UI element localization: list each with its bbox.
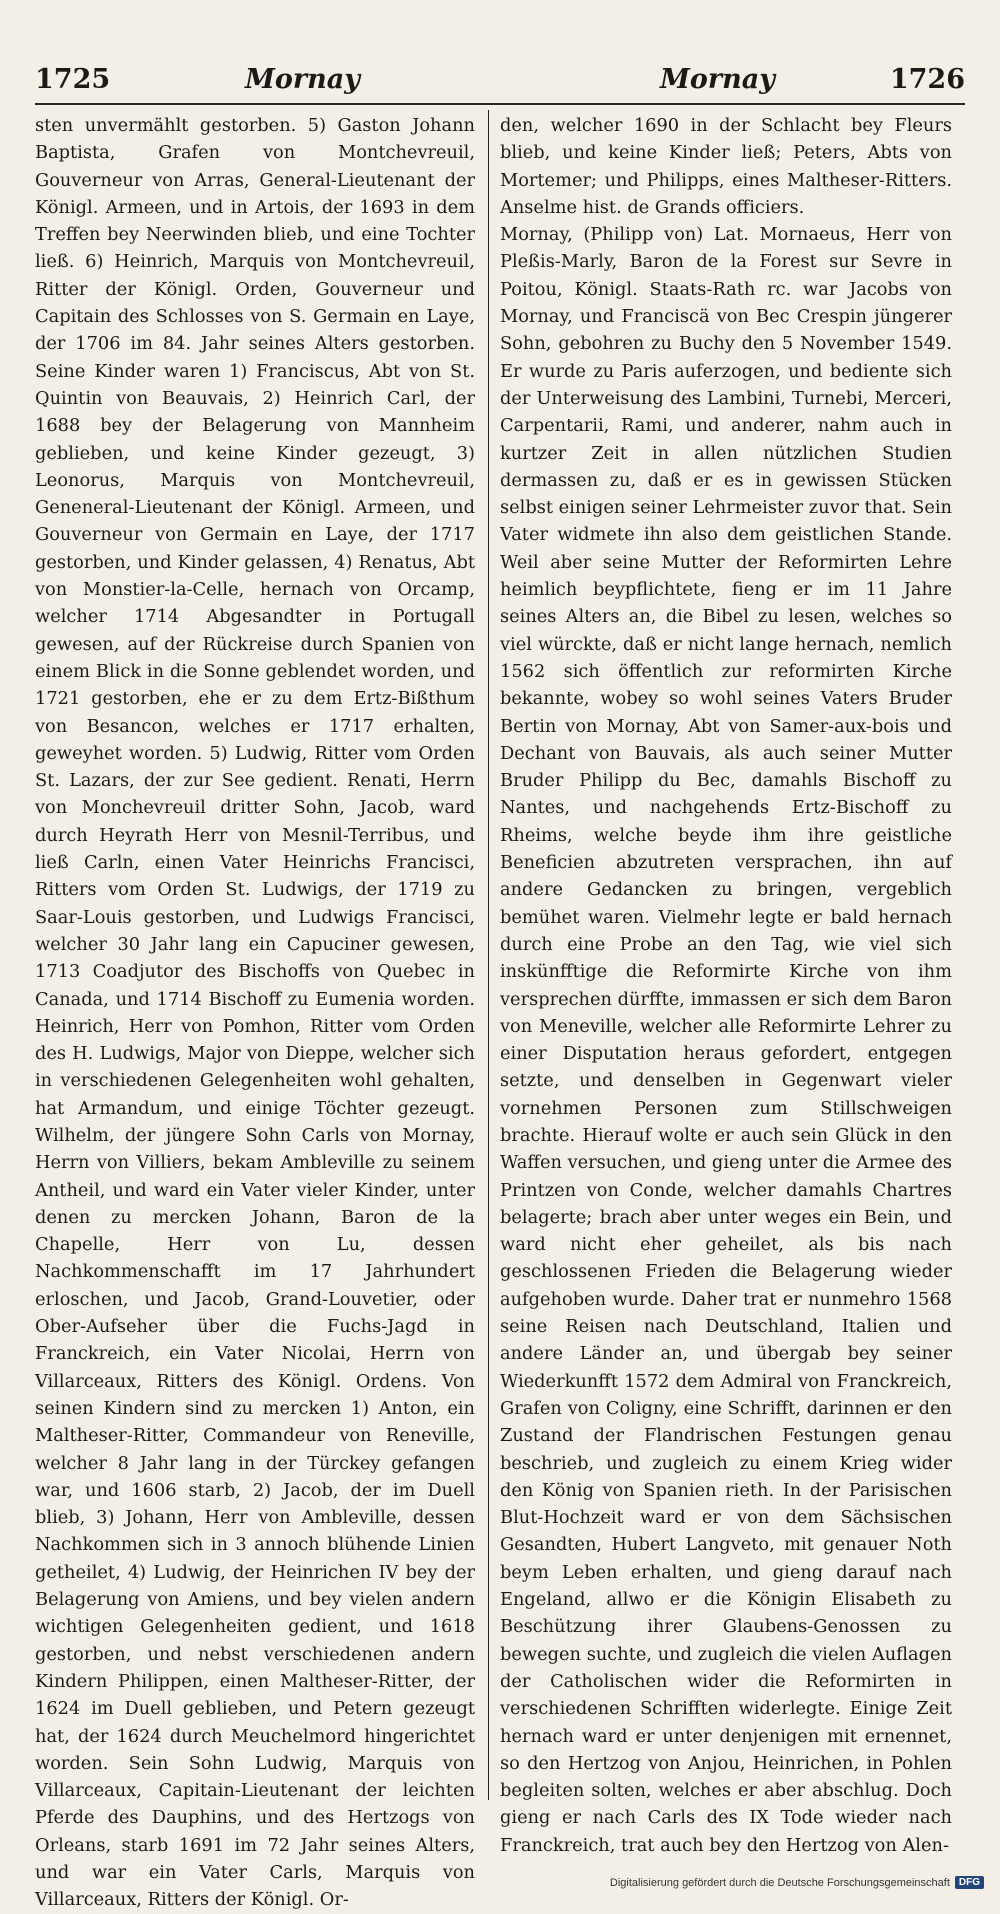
right-column-continuation: den, welcher 1690 in der Schlacht bey Fleurs blieb, und keine Kinder ließ; Peters, Abts von Mortemer; und Philipps, eines Maltheser-Ritters. Anselme hist. de Grands officiers.: [500, 115, 952, 218]
left-column: [35, 112, 475, 1911]
right-column: [500, 112, 952, 1856]
column-divider: [488, 110, 489, 1800]
right-running-title: Mornay: [660, 64, 775, 95]
mornay-philipp-entry: Mornay, (Philipp von) Lat. Mornaeus, Herr von Pleßis-Marly, Baron de la Forest sur Sevre in Poitou, Königl. Staats-Rath rc. war Jacobs von Mornay, und Franciscä von Bec Crespin jüngerer Sohn, gebohren zu Buchy den 5 November 1549. Er wurde zu Paris auferzogen, und bediente sich der Unterweisung des Lambini, Turnebi, Merceri, Carpentarii, Rami, und anderer, nahm auch in kurtzer Zeit in allen nützlichen Studien dermassen zu, daß er es in gewissen Stücken selbst einigen seiner Lehrmeister zuvor that. Sein Vater widmete ihn also dem geistlichen Stande. Weil aber seine Mutter der Reformirten Lehre heimlich beypflichtete, fieng er im 11 Jahre seines Alters an, die Bibel zu lesen, welches so viel würckte, daß er nicht lange hernach, nemlich 1562 sich öffentlich zur reformirten Kirche bekannte, wobey so wohl seines Vaters Bruder Bertin von Mornay, Abt von Samer-aux-bois und Dechant von Bauvais, als auch seiner Mutter Bruder Philipp du Bec, damahls Bischoff zu Nantes, und nachgehends Ertz-Bischoff zu Rheims, welche beyde ihm ihre geistliche Beneficien abzutreten versprachen, ihn auf andere Gedancken zu bringen, vergeblich bemühet waren. Vielmehr legte er bald hernach durch eine Probe an den Tag, wie viel sich inskünfftige die Reformirte Kirche von ihm versprechen dürffte, immassen er sich dem Baron von Meneville, welcher alle Reformirte Lehrer zu einer Disputation heraus gefordert, entgegen setzte, und denselben in Gegenwart vieler vornehmen Personen zum Stillschweigen brachte. Hierauf wolte er auch sein Glück in den Waffen versuchen, und gieng unter die Armee des Printzen von Conde, welcher damahls Chartres belagerte; brach aber unter weges ein Bein, und ward nicht eher geheilet, als bis nach geschlossenen Frieden die Belagerung wieder aufgehoben wurde. Daher trat er nunmehro 1568 seine Reisen nach Deutschland, Italien und andere Länder an, und übergab bey seiner Wiederkunfft 1572 dem Admiral von Franckreich, Grafen von Coligny, eine Schrifft, darinnen er den Zustand der Flandrischen Festungen genau beschrieb, und zugleich zu einem Krieg wider den König von Spanien rieth. In der Parisischen Blut-Hochzeit ward er von dem Sächsischen Gesandten, Hubert Langveto, mit genauer Noth beym Leben erhalten, und gieng darauf nach Engeland, allwo er die Königin Elisabeth zu Beschützung ihrer Glaubens-Genossen zu bewegen suchte, und zugleich die vielen Auflagen der Catholischen wider die Reformirten in verschiedenen Schrifften widerlegte. Einige Zeit hernach ward er unter denjenigen mit ernennet, so den Hertzog von Anjou, Heinrichen, in Pohlen begleiten solten, welches er aber abschlug. Doch gieng er nach Carls des IX Tode wieder nach Franckreich, trat auch bey den Hertzog von Alen-: [500, 224, 952, 1856]
left-column-text: sten unvermählt gestorben. 5) Gaston Johann Baptista, Grafen von Montchevreuil, Gouverneur von Arras, General-Lieutenant der Königl. Armeen, und in Artois, der 1693 in dem Treffen bey Neerwinden blieb, und eine Tochter ließ. 6) Heinrich, Marquis von Montchevreuil, Ritter der Königl. Orden, Gouverneur und Capitain des Schlosses von S. Germain en Laye, der 1706 im 84. Jahr seines Alters gestorben. Seine Kinder waren 1) Franciscus, Abt von St. Quintin von Beauvais, 2) Heinrich Carl, der 1688 bey der Belagerung von Mannheim geblieben, und keine Kinder gezeugt, 3) Leonorus, Marquis von Montchevreuil, Geneneral-Lieutenant der Königl. Armeen, und Gouverneur von Germain en Laye, der 1717 gestorben, und Kinder gelassen, 4) Renatus, Abt von Monstier-la-Celle, hernach von Orcamp, welcher 1714 Abgesandter in Portugall gewesen, auf der Rückreise durch Spanien von einem Blick in die Sonne geblendet worden, und 1721 gestorben, ehe er zu dem Ertz-Bißthum von Besancon, welches er 1717 erhalten, geweyhet worden. 5) Ludwig, Ritter vom Orden St. Lazars, der zur See gedient. Renati, Herrn von Monchevreuil dritter Sohn, Jacob, ward durch Heyrath Herr von Mesnil-Terribus, und ließ Carln, einen Vater Heinrichs Francisci, Ritters vom Orden St. Ludwigs, der 1719 zu Saar-Louis gestorben, und Ludwigs Francisci, welcher 30 Jahr lang ein Capuciner gewesen, 1713 Coadjutor des Bischoffs von Quebec in Canada, und 1714 Bischoff zu Eumenia worden. Heinrich, Herr von Pomhon, Ritter vom Orden des H. Ludwigs, Major von Dieppe, welcher sich in verschiedenen Gelegenheiten wohl gehalten, hat Armandum, und einige Töchter gezeugt. Wilhelm, der jüngere Sohn Carls von Mornay, Herrn von Villiers, bekam Ambleville zu seinem Antheil, und ward ein Vater vieler Kinder, unter denen zu mercken Johann, Baron de la Chapelle, Herr von Lu, dessen Nachkommenschafft im 17 Jahrhundert erloschen, und Jacob, Grand-Louvetier, oder Ober-Aufseher über die Fuchs-Jagd in Franckreich, ein Vater Nicolai, Herrn von Villarceaux, Ritters des Königl. Ordens. Von seinen Kindern sind zu mercken 1) Anton, ein Maltheser-Ritter, Commandeur von Reneville, welcher 8 Jahr lang in der Türckey gefangen war, und 1606 starb, 2) Jacob, der im Duell blieb, 3) Johann, Herr von Ambleville, dessen Nachkommen sich in 3 annoch blühende Linien getheilet, 4) Ludwig, der Heinrichen IV bey der Belagerung von Amiens, und bey vielen andern wichtigen Gelegenheiten gedient, und 1618 gestorben, und nebst verschiedenen andern Kindern Philippen, einen Maltheser-Ritter, der 1624 im Duell geblieben, und Petern gezeugt hat, der 1624 durch Meuchelmord hingerichtet worden. Sein Sohn Ludwig, Marquis von Villarceaux, Capitain-Lieutenant der leichten Pferde des Dauphins, und des Hertzogs von Orleans, starb 1691 im 72 Jahr seines Alters, und war ein Vater Carls, Marquis von Villarceaux, Ritters der Königl. Or-: [35, 115, 475, 1911]
page-header: [35, 58, 965, 98]
header-rule: [35, 103, 965, 105]
right-column-number: 1726: [889, 64, 965, 95]
left-running-title: Mornay: [245, 64, 360, 95]
dfg-logo: DFG: [955, 1876, 984, 1889]
footer: [610, 1876, 984, 1889]
funding-note: Digitalisierung gefördert durch die Deutsche Forschungsgemeinschaft: [609, 1876, 950, 1889]
left-column-number: 1725: [35, 64, 111, 95]
